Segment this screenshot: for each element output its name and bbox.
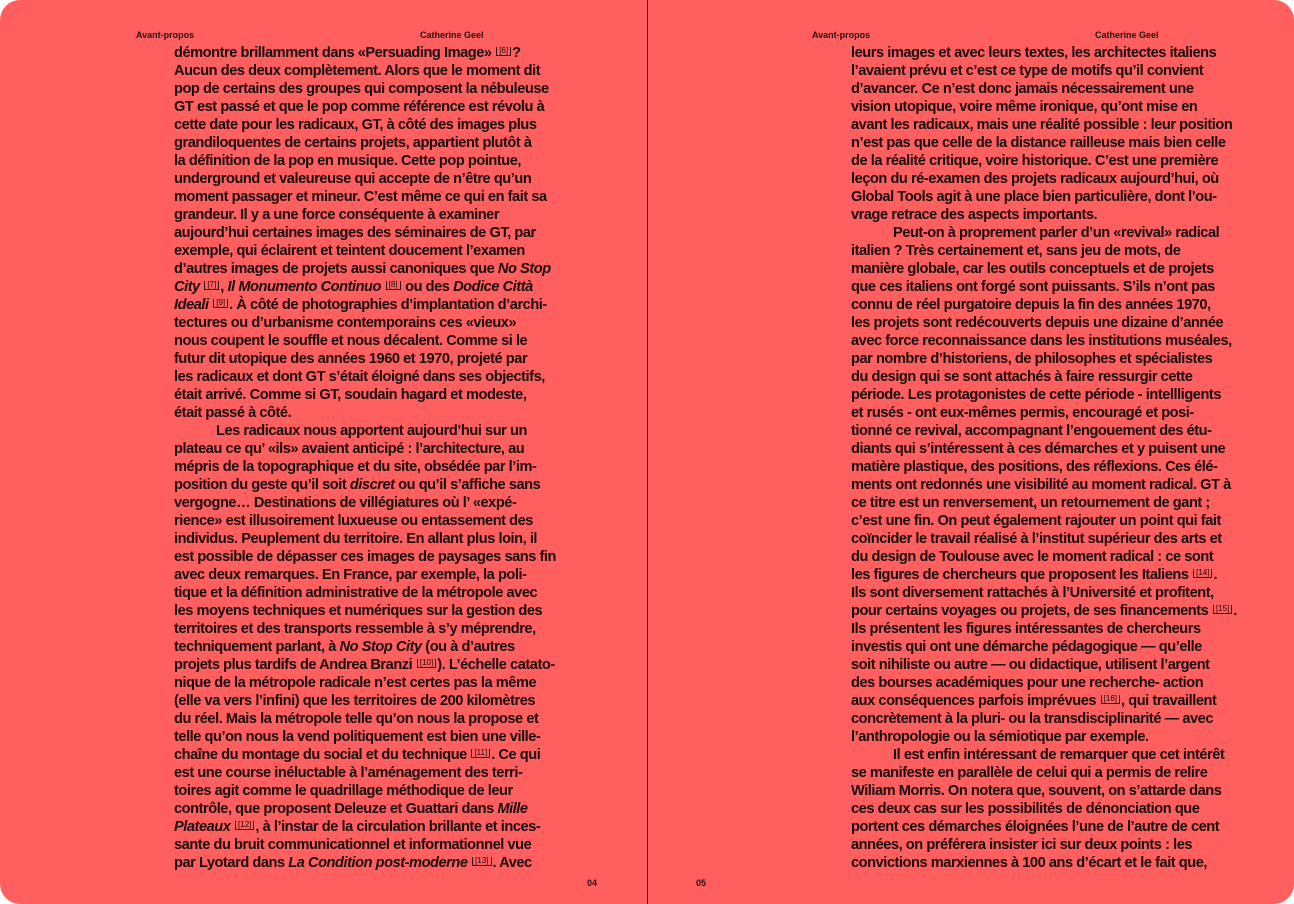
text-line xyxy=(174,116,588,134)
text-line xyxy=(851,368,1265,386)
text-line xyxy=(174,80,588,98)
text-line xyxy=(174,674,588,692)
running-head-author: Catherine Geel xyxy=(1095,30,1159,40)
text-line xyxy=(851,62,1265,80)
text-line xyxy=(174,800,588,818)
text-run: (elle va vers l’infini) que les territoires de 200 kilomètres xyxy=(174,693,536,709)
text-run: diants qui s’intéressent à ces démarches et y puisent une xyxy=(851,441,1226,457)
text-run: ou des xyxy=(401,279,454,295)
text-run: (ou à d’autres xyxy=(421,639,515,655)
text-line xyxy=(174,602,588,620)
text-run: n’est pas que celle de la distance railleuse mais bien celle xyxy=(851,135,1226,151)
text-run: contrôle, que proposent Deleuze et Guattari dans xyxy=(174,801,498,817)
text-line xyxy=(174,296,588,314)
text-run: les moyens techniques et numériques sur la gestion des xyxy=(174,603,543,619)
text-line xyxy=(851,836,1265,854)
text-line xyxy=(174,638,588,656)
italic-title: No Stop xyxy=(497,261,551,277)
footnote-ref[interactable]: [14] xyxy=(1193,569,1212,578)
text-run: coïncider le travail réalisé à l’institut supérieur des arts et xyxy=(851,531,1222,547)
text-line xyxy=(851,854,1265,872)
text-line xyxy=(174,224,588,242)
text-run: du réel. Mais la métropole telle qu’on nous la propose et xyxy=(174,711,539,727)
body-text xyxy=(174,44,588,872)
footnote-ref[interactable]: [16] xyxy=(1101,695,1120,704)
text-line xyxy=(851,656,1265,674)
text-run: du design de Toulouse avec le moment radical : ce sont xyxy=(851,549,1214,565)
page-number: 04 xyxy=(587,878,598,888)
italic-title: Il Monumento Continuo xyxy=(227,279,381,295)
text-line xyxy=(174,584,588,602)
text-line xyxy=(851,422,1265,440)
text-line xyxy=(174,98,588,116)
text-line xyxy=(851,476,1265,494)
text-line xyxy=(174,530,588,548)
text-line xyxy=(174,314,588,332)
text-run: l’anthropologie ou la sémiotique par exemple. xyxy=(851,729,1149,745)
text-run: underground et valeureuse qui accepte de n’être qu’un xyxy=(174,171,532,187)
italic-title: No Stop City xyxy=(339,639,422,655)
text-run: toires agit comme le quadrillage méthodique de leur xyxy=(174,783,513,799)
text-run: ces deux cas sur les possibilités de dénonciation que xyxy=(851,801,1200,817)
text-run: les radicaux et dont GT s’était éloigné dans ses objectifs, xyxy=(174,369,545,385)
body-text xyxy=(851,44,1265,872)
italic-title: Plateaux xyxy=(174,819,231,835)
text-run: soit nihiliste ou autre — ou didactique, utilisent l’argent xyxy=(851,657,1210,673)
text-run: . Avec xyxy=(492,855,532,871)
text-run xyxy=(468,855,472,871)
text-run: de la réalité critique, voire historique. C’est une première xyxy=(851,153,1219,169)
text-line xyxy=(851,278,1265,296)
text-line xyxy=(174,62,588,80)
text-run xyxy=(381,279,385,295)
text-run: Aucun des deux complètement. Alors que le moment dit xyxy=(174,63,541,79)
text-line xyxy=(174,368,588,386)
text-line xyxy=(851,224,1265,242)
text-run: portent ces démarches éloignées l’une de l’autre de cent xyxy=(851,819,1220,835)
text-run: Ils présentent les figures intéressantes de chercheurs xyxy=(851,621,1201,637)
text-run: mépris de la topographique et du site, obsédée par l’im- xyxy=(174,459,537,475)
text-line xyxy=(851,116,1265,134)
text-line xyxy=(174,278,588,296)
text-run: les figures de chercheurs que proposent les Italiens xyxy=(851,567,1193,583)
text-run: , qui travaillent xyxy=(1121,693,1217,709)
text-line xyxy=(851,512,1265,530)
text-run: concrètement à la pluri- ou la transdisciplinarité — avec xyxy=(851,711,1214,727)
text-run: italien ? Très certainement et, sans jeu de mots, de xyxy=(851,243,1181,259)
text-line xyxy=(174,476,588,494)
text-run: ou qu’il s’affiche sans xyxy=(394,477,541,493)
text-line xyxy=(851,296,1265,314)
italic-title: City xyxy=(174,279,200,295)
text-run: tectures ou d’urbanisme contemporains ces «vieux» xyxy=(174,315,517,331)
text-run: aujourd’hui certaines images des séminaires de GT, par xyxy=(174,225,536,241)
text-run: exemple, qui éclairent et teintent doucement l’examen xyxy=(174,243,525,259)
text-run: du design qui se sont attachés à faire ressurgir cette xyxy=(851,369,1193,385)
text-line xyxy=(174,404,588,422)
text-run: sante du bruit communicationnel et informationnel vue xyxy=(174,837,532,853)
running-head-section: Avant-propos xyxy=(136,30,195,40)
italic-title: Mille xyxy=(497,801,528,817)
text-run: avec force reconnaissance dans les institutions muséales, xyxy=(851,333,1232,349)
text-line xyxy=(851,602,1265,620)
italic-title: Ideali xyxy=(174,297,209,313)
text-line xyxy=(851,314,1265,332)
text-run: ). L’échelle catato- xyxy=(437,657,555,673)
text-run: . Ce qui xyxy=(491,747,541,763)
text-run: ? xyxy=(512,45,521,61)
text-run: est une course inéluctable à l’aménagement des terri- xyxy=(174,765,523,781)
text-run: ce titre est un renversement, un retournement de gant ; xyxy=(851,495,1210,511)
text-line xyxy=(851,260,1265,278)
text-run: l’avaient prévu et c’est ce type de motifs qu’il convient xyxy=(851,63,1204,79)
text-run: futur dit utopique des années 1960 et 1970, projeté par xyxy=(174,351,528,367)
text-run: . À côté de photographies d’implantation d’archi- xyxy=(229,297,547,313)
running-head-author: Catherine Geel xyxy=(420,30,484,40)
footnote-ref[interactable]: [11] xyxy=(471,749,490,758)
text-run: projets plus tardifs de Andrea Branzi xyxy=(174,657,416,673)
text-line xyxy=(851,800,1265,818)
text-run: aux conséquences parfois imprévues xyxy=(851,693,1100,709)
text-line xyxy=(851,494,1265,512)
text-run: grandiloquentes de certains projets, appartient plutôt à xyxy=(174,135,532,151)
text-line xyxy=(174,818,588,836)
text-run: Peut-on à proprement parler d’un «revival» radical xyxy=(893,225,1220,241)
text-run: matière plastique, des positions, des réflexions. Ces élé- xyxy=(851,459,1218,475)
text-line xyxy=(851,584,1265,602)
text-line xyxy=(851,548,1265,566)
text-line xyxy=(851,80,1265,98)
text-line xyxy=(174,548,588,566)
text-run: les projets sont redécouverts depuis une dizaine d’année xyxy=(851,315,1224,331)
text-run: pour certains voyages ou projets, de ses financements xyxy=(851,603,1212,619)
text-run: nous coupent le souffle et nous décalent. Comme si le xyxy=(174,333,528,349)
text-run: position du geste qu’il soit xyxy=(174,477,350,493)
text-line xyxy=(851,638,1265,656)
text-line xyxy=(174,260,588,278)
text-line xyxy=(851,764,1265,782)
text-line xyxy=(174,656,588,674)
text-line xyxy=(174,350,588,368)
text-line xyxy=(851,152,1265,170)
text-run: grandeur. Il y a une force conséquente à examiner xyxy=(174,207,500,223)
text-line xyxy=(174,782,588,800)
text-line xyxy=(851,620,1265,638)
text-run: chaîne du montage du social et du technique xyxy=(174,747,471,763)
italic-title: discret xyxy=(349,477,395,493)
text-run: des bourses académiques pour une recherche- action xyxy=(851,675,1204,691)
text-line xyxy=(851,692,1265,710)
text-line xyxy=(851,134,1265,152)
text-run: leurs images et avec leurs textes, les architectes italiens xyxy=(851,45,1217,61)
text-run: , xyxy=(220,279,228,295)
text-line xyxy=(174,710,588,728)
text-run: tique et la définition administrative de la métropole avec xyxy=(174,585,538,601)
text-run: telle qu’on nous la vend politiquement est bien une ville- xyxy=(174,729,541,745)
text-line xyxy=(174,728,588,746)
text-run: . xyxy=(1233,603,1237,619)
text-line xyxy=(851,242,1265,260)
italic-title: Dodice Città xyxy=(453,279,533,295)
text-line xyxy=(851,710,1265,728)
text-line xyxy=(174,386,588,404)
text-line xyxy=(851,44,1265,62)
running-head-section: Avant-propos xyxy=(812,30,871,40)
text-run: leçon du ré-examen des projets radicaux aujourd’hui, où xyxy=(851,171,1219,187)
text-run: c’est une fin. On peut également rajouter un point qui fait xyxy=(851,513,1221,529)
text-run: d’autres images de projets aussi canoniques que xyxy=(174,261,498,277)
text-run: Les radicaux nous apportent aujourd’hui sur un xyxy=(216,423,527,439)
text-run: , à l’instar de la circulation brillante et inces- xyxy=(255,819,541,835)
text-line xyxy=(174,242,588,260)
text-line xyxy=(174,620,588,638)
text-run: techniquement parlant, à xyxy=(174,639,340,655)
text-run: avec deux remarques. En France, par exemple, la poli- xyxy=(174,567,527,583)
text-line xyxy=(851,782,1265,800)
text-line xyxy=(174,512,588,530)
text-run: période. Les protagonistes de cette période - intellligents xyxy=(851,387,1221,403)
text-run: connu de réel purgatoire depuis la fin des années 1970, xyxy=(851,297,1211,313)
text-run: et rusés - ont eux-mêmes permis, encouragé et posi- xyxy=(851,405,1194,421)
text-line xyxy=(174,458,588,476)
text-line xyxy=(851,350,1265,368)
text-run: Wiliam Morris. On notera que, souvent, on s’attarde dans xyxy=(851,783,1222,799)
text-line xyxy=(174,746,588,764)
right-page xyxy=(648,0,1294,904)
text-run: manière globale, car les outils conceptuels et de projets xyxy=(851,261,1214,277)
text-line xyxy=(174,152,588,170)
footnote-ref[interactable]: [13] xyxy=(472,857,491,866)
text-line xyxy=(174,134,588,152)
text-run: par nombre d’historiens, de philosophes et spécialistes xyxy=(851,351,1213,367)
page-number: 05 xyxy=(696,878,707,888)
text-run: territoires et des transports ressemble à s’y méprendre, xyxy=(174,621,536,637)
text-line xyxy=(174,836,588,854)
text-line xyxy=(174,206,588,224)
text-run: investis qui ont une démarche pédagogique — qu’elle xyxy=(851,639,1202,655)
text-line xyxy=(851,728,1265,746)
text-run: d’avancer. Ce n’est donc jamais nécessairement une xyxy=(851,81,1194,97)
text-line xyxy=(851,746,1265,764)
text-line xyxy=(174,422,588,440)
text-line xyxy=(174,332,588,350)
footnote-ref[interactable]: [7] xyxy=(204,281,219,290)
text-line xyxy=(174,494,588,512)
text-line xyxy=(851,566,1265,584)
text-run: ments ont redonnés une visibilité au moment radical. GT à xyxy=(851,477,1231,493)
text-line xyxy=(851,332,1265,350)
text-line xyxy=(851,98,1265,116)
text-run xyxy=(230,819,234,835)
text-run: démontre brillamment dans «Persuading Image» xyxy=(174,45,496,61)
text-run: années, on préférera insister ici sur deux points : les xyxy=(851,837,1193,853)
text-line xyxy=(174,566,588,584)
footnote-ref[interactable]: [10] xyxy=(417,659,436,668)
text-run: la définition de la pop en musique. Cette pop pointue, xyxy=(174,153,522,169)
text-run: que ces italiens ont forgé sont puissants. S’ils n’ont pas xyxy=(851,279,1215,295)
text-line xyxy=(851,386,1265,404)
text-run: rience» est illusoirement luxueuse ou entassement des xyxy=(174,513,533,529)
text-line xyxy=(851,404,1265,422)
footnote-ref[interactable]: [12] xyxy=(235,821,254,830)
text-line xyxy=(174,764,588,782)
text-run: GT est passé et que le pop comme référence est révolu à xyxy=(174,99,545,115)
footnote-ref[interactable]: [6] xyxy=(496,47,511,56)
footnote-ref[interactable]: [15] xyxy=(1213,605,1232,614)
text-run xyxy=(200,279,204,295)
text-run: cette date pour les radicaux, GT, à côté des images plus xyxy=(174,117,537,133)
text-run: était passé à côté. xyxy=(174,405,292,421)
text-line xyxy=(174,854,588,872)
text-run: vision utopique, voire même ironique, qu’ont mise en xyxy=(851,99,1198,115)
text-run: Ils sont diversement rattachés à l’Université et profitent, xyxy=(851,585,1214,601)
text-run: convictions marxiennes à 100 ans d’écart et le fait que, xyxy=(851,855,1208,871)
text-line xyxy=(851,206,1265,224)
text-line xyxy=(174,188,588,206)
text-run: se manifeste en parallèle de celui qui a permis de relire xyxy=(851,765,1208,781)
text-run: pop de certains des groupes qui composent la nébuleuse xyxy=(174,81,549,97)
text-line xyxy=(174,170,588,188)
text-line xyxy=(851,170,1265,188)
text-line xyxy=(851,458,1265,476)
text-line xyxy=(174,440,588,458)
text-run: tionné ce revival, accompagnant l’engouement des étu- xyxy=(851,423,1212,439)
footnote-ref[interactable]: [9] xyxy=(213,299,228,308)
text-line xyxy=(851,188,1265,206)
italic-title: La Condition post-moderne xyxy=(288,855,468,871)
text-run: Global Tools agit à une place bien particulière, dont l’ou- xyxy=(851,189,1217,205)
text-run: Il est enfin intéressant de remarquer que cet intérêt xyxy=(893,747,1225,763)
text-run xyxy=(209,297,213,313)
text-run: avant les radicaux, mais une réalité possible : leur position xyxy=(851,117,1233,133)
text-line xyxy=(851,440,1265,458)
text-run: était arrivé. Comme si GT, soudain hagard et modeste, xyxy=(174,387,527,403)
text-run: vergogne… Destinations de villégiatures où l’ «expé- xyxy=(174,495,517,511)
text-line xyxy=(851,818,1265,836)
text-run: nique de la métropole radicale n’est certes pas la même xyxy=(174,675,537,691)
text-run: est possible de dépasser ces images de paysages sans fin xyxy=(174,549,556,565)
text-run: . xyxy=(1213,567,1218,583)
text-line xyxy=(174,692,588,710)
text-line xyxy=(851,530,1265,548)
footnote-ref[interactable]: [8] xyxy=(386,281,401,290)
text-run: vrage retrace des aspects importants. xyxy=(851,207,1098,223)
text-line xyxy=(851,674,1265,692)
text-line xyxy=(174,44,588,62)
text-run: individus. Peuplement du territoire. En allant plus loin, il xyxy=(174,531,538,547)
text-run: plateau ce qu’ «ils» avaient anticipé : l’architecture, au xyxy=(174,441,525,457)
text-run: moment passager et mineur. C’est même ce qui en fait sa xyxy=(174,189,547,205)
text-run: par Lyotard dans xyxy=(174,855,289,871)
